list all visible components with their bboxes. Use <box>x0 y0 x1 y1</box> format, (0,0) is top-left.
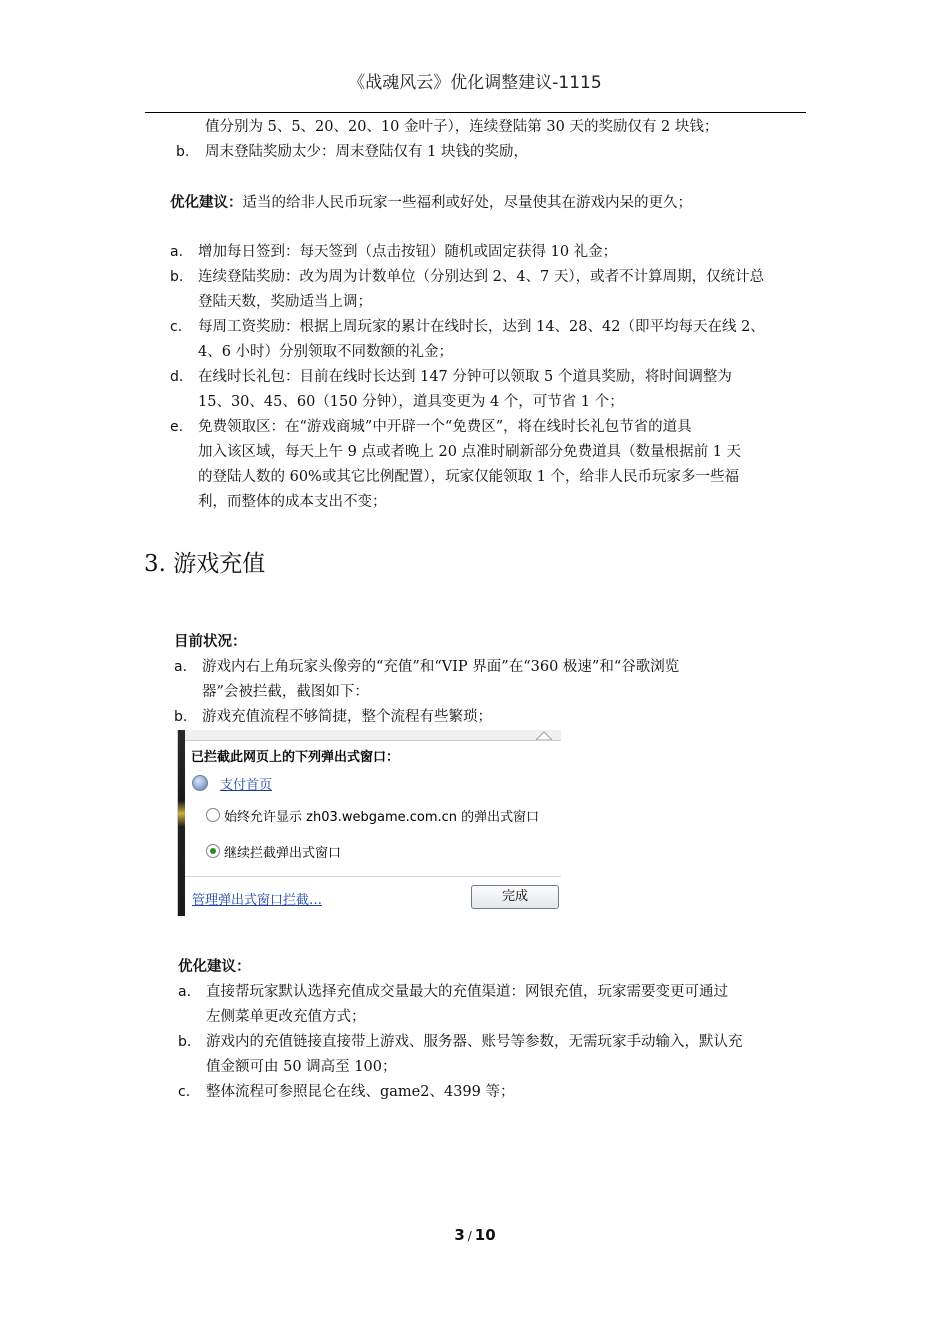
list-marker: e. <box>170 419 184 435</box>
document-header-title: 《战魂风云》优化调整建议-1115 <box>348 73 602 93</box>
list-item-line: 登陆天数，奖励适当上调； <box>198 294 372 310</box>
globe-icon <box>192 775 208 791</box>
suggestion-label: 优化建议： <box>170 195 243 211</box>
suggestion-label: 优化建议： <box>178 959 251 975</box>
list-item-line: 每周工资奖励：根据上周玩家的累计在线时长，达到 14、28、42（即平均每天在线 2、 <box>198 319 765 335</box>
page-separator: / <box>467 1229 472 1243</box>
current-page: 3 <box>454 1226 465 1244</box>
option-allow-label[interactable]: 始终允许显示 zh03.webgame.com.cn 的弹出式窗口 <box>224 810 540 825</box>
radio-block[interactable] <box>206 844 220 858</box>
list-item-line: 4、6 小时）分别领取不同数额的礼金； <box>198 344 454 360</box>
list-item-line: 加入该区域，每天上午 9 点或者晚上 20 点准时刷新部分免费道具（数量根据前 1 天 <box>198 444 742 460</box>
suggestion-text: 适当的给非人民币玩家一些福利或好处，尽量使其在游戏内呆的更久； <box>242 195 692 211</box>
suggestion-paragraph <box>170 193 692 213</box>
popup-title: 已拦截此网页上的下列弹出式窗口： <box>191 750 400 765</box>
list-marker: a. <box>170 244 184 260</box>
list-item-line: 游戏内右上角玩家头像旁的“充值”和“VIP 界面”在“360 极速”和“谷歌浏览 <box>202 659 680 675</box>
list-item-line: 免费领取区：在“游戏商城”中开辟一个“免费区”，将在线时长礼包节省的道具 <box>198 419 692 435</box>
list-item-line: 在线时长礼包：目前在线时长达到 147 分钟可以领取 5 个道具奖励，将时间调整为 <box>198 369 732 385</box>
list-item-line: 整体流程可参照昆仑在线、game2、4399 等； <box>206 1084 515 1100</box>
total-pages: 10 <box>474 1226 496 1244</box>
list-item-line: 增加每日签到：每天签到（点击按钮）随机或固定获得 10 礼金； <box>198 244 618 260</box>
list-item-line: 游戏内的充值链接直接带上游戏、服务器、账号等参数，无需玩家手动输入，默认充 <box>206 1034 743 1050</box>
list-marker: b. <box>176 144 190 160</box>
popup-blocked-screenshot <box>177 730 561 916</box>
list-item-line: 游戏充值流程不够简捷，整个流程有些繁琐； <box>202 709 492 725</box>
popup-divider <box>185 876 561 877</box>
radio-allow[interactable] <box>206 808 220 822</box>
list-item-line: 的登陆人数的 60%或其它比例配置），玩家仅能领取 1 个，给非人民币玩家多一些福 <box>198 469 740 485</box>
list-marker: c. <box>170 319 183 335</box>
page-number <box>0 1226 950 1244</box>
list-item-text: 周末登陆奖励太少：周末登陆仅有 1 块钱的奖励， <box>205 144 528 160</box>
list-item-line: 左侧菜单更改充值方式； <box>206 1009 366 1025</box>
list-item-line: 值金额可由 50 调高至 100； <box>206 1059 397 1075</box>
manage-popup-link[interactable]: 管理弹出式窗口拦截… <box>192 893 323 908</box>
status-label: 目前状况： <box>174 634 247 650</box>
section-heading: 3. 游戏充值 <box>144 551 266 577</box>
callout-arrow-icon <box>536 730 552 740</box>
done-button[interactable]: 完成 <box>471 885 559 909</box>
pay-home-link[interactable]: 支付首页 <box>220 778 273 793</box>
list-marker: b. <box>170 269 184 285</box>
list-item-line: 15、30、45、60（150 分钟），道具变更为 4 个，可节省 1 个； <box>198 394 624 410</box>
list-marker: c. <box>178 1084 191 1100</box>
option-block-label[interactable]: 继续拦截弹出式窗口 <box>224 846 342 861</box>
radio-selected-dot <box>210 848 216 854</box>
list-marker: a. <box>174 659 188 675</box>
game-edge-strip <box>178 730 185 916</box>
continuation-line: 值分别为 5、5、20、20、10 金叶子），连续登陆第 30 天的奖励仅有 2 块钱； <box>205 119 719 135</box>
screenshot-topbar <box>185 730 561 741</box>
header-divider <box>145 112 806 113</box>
list-marker: b. <box>174 709 188 725</box>
list-marker: a. <box>178 984 192 1000</box>
list-marker: b. <box>178 1034 192 1050</box>
list-marker: d. <box>170 369 184 385</box>
list-item-line: 连续登陆奖励：改为周为计数单位（分别达到 2、4、7 天），或者不计算周期，仅统计总 <box>198 269 765 285</box>
list-item-line: 器”会被拦截，截图如下： <box>202 684 369 700</box>
list-item-line: 直接帮玩家默认选择充值成交量最大的充值渠道：网银充值，玩家需要变更可通过 <box>206 984 728 1000</box>
list-item-line: 利，而整体的成本支出不变； <box>198 494 387 510</box>
